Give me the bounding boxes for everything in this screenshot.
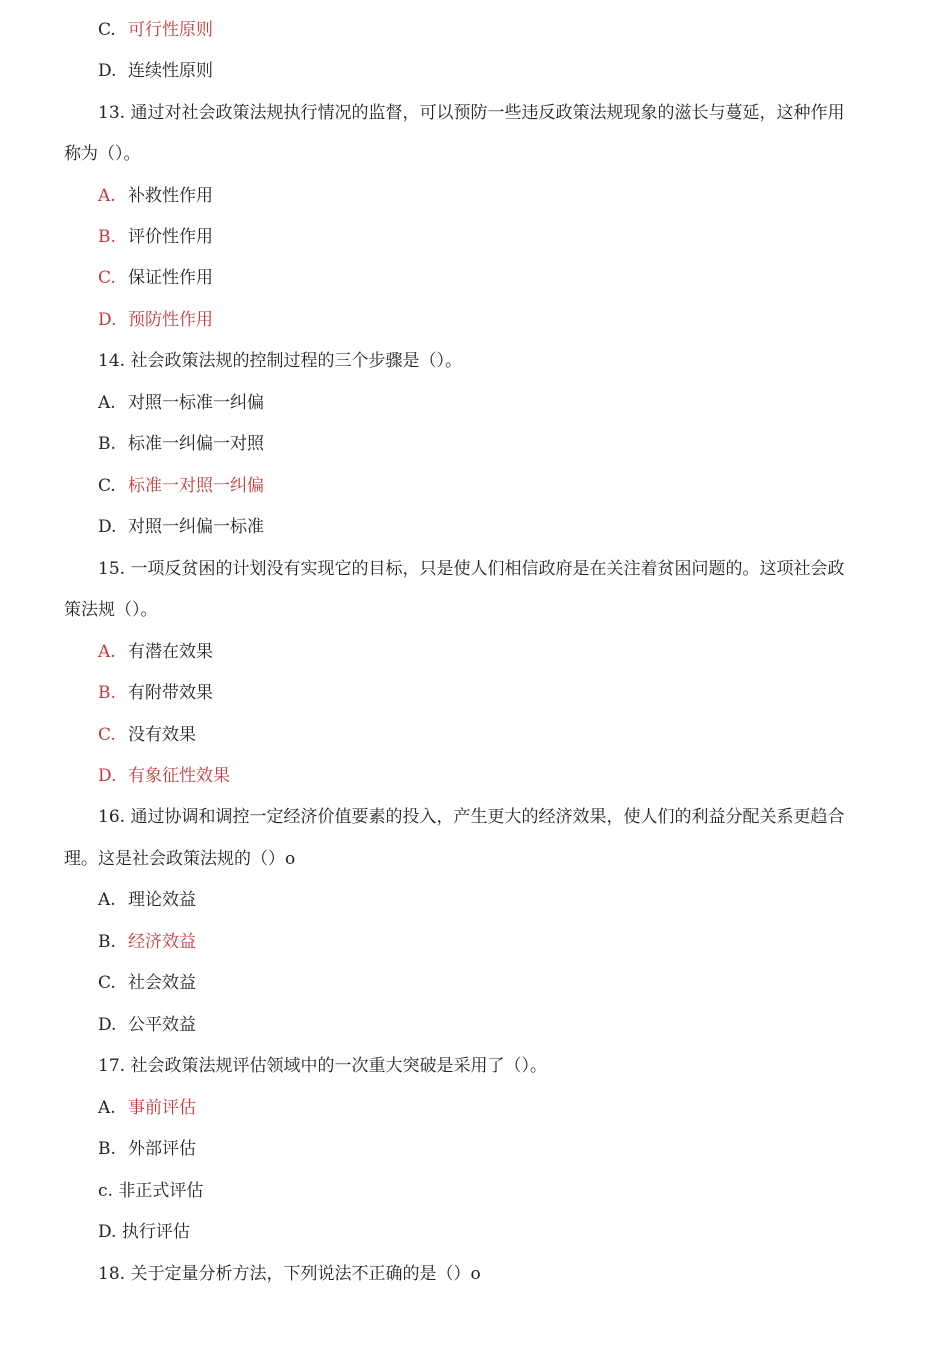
- option-text: 保证性作用: [128, 268, 213, 288]
- option-label: D.: [98, 61, 117, 81]
- option-label: C.: [98, 476, 116, 496]
- option-text: 连续性原则: [128, 61, 213, 81]
- option-text: 没有效果: [128, 725, 196, 745]
- question-16: 16. 通过协调和调控一定经济价值要素的投入，产生更大的经济效果，使人们的利益分配关系更趋合: [98, 807, 845, 827]
- question-16-continuation: 理。这是社会政策法规的（）o: [64, 849, 296, 869]
- option-a: [98, 641, 213, 663]
- option-label: B.: [98, 434, 116, 454]
- option-d: [98, 309, 213, 331]
- option-b: [98, 682, 213, 704]
- option-a: [98, 392, 264, 414]
- option-a: [98, 889, 196, 911]
- option-c: [98, 267, 213, 289]
- option-text: 理论效益: [128, 890, 196, 910]
- option-label: D.: [98, 766, 117, 786]
- option-text: 公平效益: [128, 1015, 196, 1035]
- option-label: C.: [98, 268, 116, 288]
- option-text: 有附带效果: [128, 683, 213, 703]
- option-label: B.: [98, 932, 116, 952]
- option-text: 外部评估: [128, 1139, 196, 1159]
- option-b: [98, 433, 264, 455]
- option-label: D.: [98, 310, 117, 330]
- option-text: 社会效益: [128, 973, 196, 993]
- question-13: 13. 通过对社会政策法规执行情况的监督，可以预防一些违反政策法规现象的滋长与蔓延，这种作用: [98, 103, 845, 123]
- question-13-continuation: 称为（）。: [64, 144, 141, 164]
- option-text: 对照一标准一纠偏: [128, 393, 264, 413]
- option-a: [98, 1097, 196, 1119]
- option-d: [98, 516, 264, 538]
- option-text: 预防性作用: [128, 310, 213, 330]
- option-c: c. 非正式评估: [98, 1181, 204, 1201]
- option-text: 评价性作用: [128, 227, 213, 247]
- option-label: B.: [98, 683, 116, 703]
- option-text: 对照一纠偏一标准: [128, 517, 264, 537]
- question-15-continuation: 策法规（）。: [64, 600, 158, 620]
- option-d: D. 执行评估: [98, 1222, 190, 1242]
- option-label: D.: [98, 1015, 117, 1035]
- question-14: 14. 社会政策法规的控制过程的三个步骤是（）。: [98, 351, 462, 371]
- option-label: A.: [98, 890, 116, 910]
- option-text: 可行性原则: [128, 20, 213, 40]
- option-text: 补救性作用: [128, 186, 213, 206]
- option-d: [98, 1014, 196, 1036]
- option-b: [98, 226, 213, 248]
- option-c: [98, 475, 264, 497]
- question-18: 18. 关于定量分析方法，下列说法不正确的是（）o: [98, 1264, 481, 1284]
- option-label: C.: [98, 973, 116, 993]
- option-label: D.: [98, 517, 117, 537]
- option-label: A.: [98, 642, 116, 662]
- option-text: 经济效益: [128, 932, 196, 952]
- option-c: [98, 19, 213, 41]
- option-b: [98, 931, 196, 953]
- option-d: [98, 765, 230, 787]
- option-label: C.: [98, 20, 116, 40]
- option-text: 有象征性效果: [128, 766, 230, 786]
- option-text: 标准一纠偏一对照: [128, 434, 264, 454]
- option-c: [98, 972, 196, 994]
- option-text: 事前评估: [128, 1098, 196, 1118]
- option-label: B.: [98, 1139, 116, 1159]
- option-label: C.: [98, 725, 116, 745]
- option-text: 标准一对照一纠偏: [128, 476, 264, 496]
- option-label: B.: [98, 227, 116, 247]
- option-label: A.: [98, 393, 116, 413]
- option-b: [98, 1138, 196, 1160]
- option-a: [98, 185, 213, 207]
- question-15: 15. 一项反贫困的计划没有实现它的目标，只是使人们相信政府是在关注着贫困问题的。这项社会政: [98, 559, 845, 579]
- option-label: A.: [98, 186, 116, 206]
- option-text: 有潜在效果: [128, 642, 213, 662]
- option-c: [98, 724, 196, 746]
- option-label: A.: [98, 1098, 116, 1118]
- option-d: [98, 60, 213, 82]
- question-17: 17. 社会政策法规评估领域中的一次重大突破是采用了（）。: [98, 1056, 547, 1076]
